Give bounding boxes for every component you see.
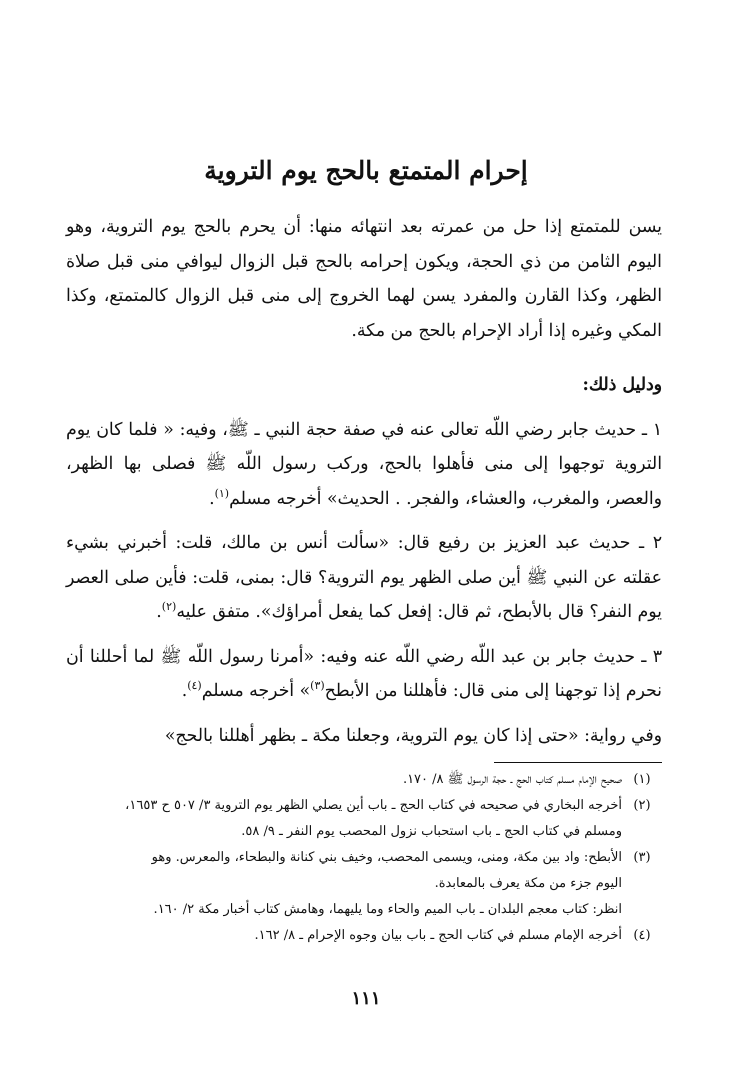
evidence-item-tail: . (156, 602, 162, 622)
page-number: ١١١ (351, 988, 381, 1009)
footnote-ref: (٢) (161, 600, 177, 614)
footnote-note: انظر: كتاب معجم البلدان ـ باب الميم والحاء وما يليهما، وهامش كتاب أخبار مكة ٢/ ١٦٠. (153, 902, 622, 917)
footnote-ref: (١) (214, 486, 230, 500)
main-text (66, 210, 662, 753)
footnote-number: (٢) (633, 798, 651, 813)
evidence-item-tail: . (209, 488, 215, 509)
footnote-continuation: اليوم جزء من مكة يعرف بالمعابدة. (434, 876, 622, 891)
footnotes (66, 767, 662, 949)
evidence-item-text: ٣ ـ حديث جابر بن عبد اللّه رضي اللّه عنه وفيه: «أمرنا رسول اللّه ﷺ لما أحللنا أن نحرم إذا توجهنا إلى منى قال: فأهللنا من الأبطح (66, 646, 662, 701)
evidence-item-tail: . (181, 681, 188, 701)
evidence-label: ودليل ذلك: (582, 375, 662, 395)
footnote-text: الأبطح: واد بين مكة، ومنى، ويسمى المحصب، وخيف بني كنانة والبطحاء، والمعرس. وهو (151, 850, 622, 865)
evidence-item-tail: » أخرجه مسلم (201, 681, 311, 701)
footnote-ref: (٣) (310, 679, 325, 693)
footnote-3 (66, 845, 662, 871)
evidence-item-text: ١ ـ حديث جابر رضي اللّه تعالى عنه في صفة حجة النبي ـ ﷺ، وفيه: « فلما كان يوم التروية توجهوا إلى منى فأهلوا بالحج، وركب رسول اللّه ﷺ فصلى بها الظهر، والعصر، والمغرب، والعشاء، والفجر. . الحديث» أخرجه مسلم (66, 419, 662, 509)
footnote-number: (٤) (633, 928, 651, 943)
footnote-text: أخرجه الإمام مسلم في كتاب الحج ـ باب بيان وجوه الإحرام ـ ٨/ ١٦٢. (254, 928, 622, 943)
evidence-item-3 (66, 640, 662, 709)
footnote-number: (٣) (633, 850, 651, 865)
footnote-2 (66, 793, 662, 819)
evidence-item-text: ٢ ـ حديث عبد العزيز بن رفيع قال: «سألت أنس بن مالك، قلت: أخبرني بشيء عقلته عن النبي ﷺ أين صلى الظهر يوم التروية؟ قال: بمنى، قلت: فأين صلى العصر يوم النفر؟ قال بالأبطح، ثم قال: إفعل كما يفعل أمراؤك». متفق عليه (66, 533, 662, 622)
page-title: إحرام المتمتع بالحج يوم التروية (204, 156, 528, 185)
footnote-divider (494, 762, 662, 763)
footnote-text: أخرجه البخاري في صحيحه في كتاب الحج ـ باب أين يصلي الظهر يوم التروية ٣/ ٥٠٧ ح ١٦٥٣، (125, 798, 622, 813)
footnote-number: (١) (633, 772, 651, 787)
intro-paragraph: يسن للمتمتع إذا حل من عمرته بعد انتهائه منها: أن يحرم بالحج يوم التروية، وهو اليوم الثامن من ذي الحجة، ويكون إحرامه بالحج قبل الزوال ليوافي منى قبل صلاة الظهر، وكذا القارن والمفرد يسن لهما الخروج إلى منى قبل الزوال كالمتمتع، وكذا المكي وغيره إذا أراد الإحرام بالحج من مكة. (66, 217, 662, 341)
footnote-4 (66, 923, 662, 949)
evidence-item-1 (66, 413, 662, 517)
footnote-1 (66, 767, 662, 793)
footnote-ref: (٤) (187, 679, 202, 693)
footnote-continuation: ومسلم في كتاب الحج ـ باب استحباب نزول المحصب يوم النفر ـ ٩/ ٥٨. (241, 824, 622, 839)
evidence-item-2 (66, 526, 662, 630)
footnote-text: صحيح الإمام مسلم كتاب الحج ـ حجة الرسول ﷺ ٨/ ١٧٠. (402, 772, 622, 787)
riwaya-line: وفي رواية: «حتى إذا كان يوم التروية، وجعلنا مكة ـ بظهر أهللنا بالحج» (164, 725, 662, 746)
